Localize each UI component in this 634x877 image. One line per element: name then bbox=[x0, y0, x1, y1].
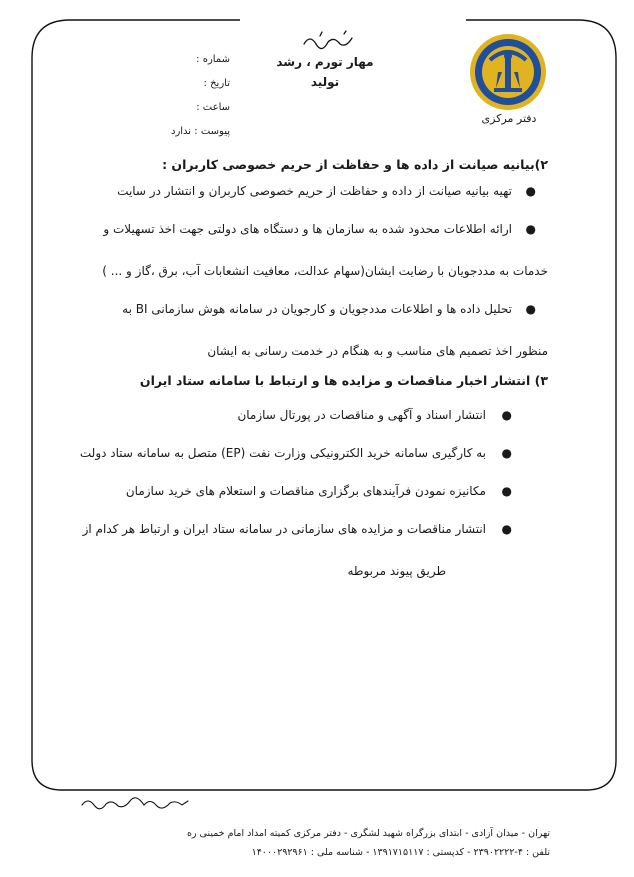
list-item bbox=[70, 404, 548, 426]
list-item bbox=[70, 180, 548, 202]
bullet-icon: ● bbox=[525, 222, 536, 236]
list-item bbox=[70, 298, 548, 362]
item-text: انتشار مناقصات و مزایده های سازمانی در سامانه ستاد ایران و ارتباط هر کدام از bbox=[82, 522, 486, 536]
item-continuation: منظور اخذ تصمیم های مناسب و به هنگام در خدمت رسانی به ایشان bbox=[207, 344, 548, 358]
bullet-icon: ● bbox=[525, 184, 536, 198]
item-text: مکانیزه نمودن فرآیندهای برگزاری مناقصات و استعلام های خرید سازمان bbox=[125, 484, 486, 498]
list-item bbox=[70, 518, 548, 582]
year-motto bbox=[270, 52, 380, 92]
bullet-icon: ● bbox=[501, 446, 512, 460]
bullet-icon: ● bbox=[525, 302, 536, 316]
footer-line-address: تهران - میدان آزادی - ابتدای بزرگراه شهید لشگری - دفتر مرکزی کمیته امداد امام خمینی ره bbox=[186, 828, 550, 839]
item-continuation: طریق پیوند مربوطه bbox=[347, 564, 446, 578]
section-title: ۲)بیانیه صیانت از داده ها و حفاظت از حریم خصوصی کاربران : bbox=[162, 157, 548, 172]
footer-address bbox=[100, 824, 550, 862]
bullet-icon: ● bbox=[501, 408, 512, 422]
footer-line-contact: تلفن : ۴-۲۳۹۰۲۲۲۲ - کدپستی : ۱۳۹۱۷۱۵۱۱۷ - شناسه ملی : ۱۴۰۰۰۲۹۲۹۶۱ bbox=[251, 847, 550, 858]
letter-metadata bbox=[150, 52, 230, 148]
bullet-icon: ● bbox=[501, 484, 512, 498]
list-item bbox=[70, 480, 548, 502]
time-label: ساعت : bbox=[196, 102, 230, 113]
list-item bbox=[70, 218, 548, 282]
item-text: به کارگیری سامانه خرید الکترونیکی وزارت نفت (EP) متصل به سامانه ستاد دولت bbox=[79, 446, 486, 460]
bullet-icon: ● bbox=[501, 522, 512, 536]
motto-line-1: مهار تورم ، رشد bbox=[276, 55, 374, 69]
organization-logo-icon bbox=[468, 32, 548, 112]
attachment-row bbox=[150, 124, 230, 148]
basmala-calligraphy-icon bbox=[300, 30, 360, 52]
number-label: شماره : bbox=[196, 54, 230, 65]
item-continuation: خدمات به مددجویان با رضایت ایشان(سهام عدالت، معافیت انشعابات آب، برق ،گاز و ... ) bbox=[102, 264, 548, 278]
office-caption: دفتر مرکزی bbox=[481, 112, 537, 125]
letter-body bbox=[70, 150, 548, 582]
date-label: تاریخ : bbox=[203, 78, 230, 89]
item-text: تهیه بیانیه صیانت از داده و حفاظت از حریم خصوصی کاربران و انتشار در سایت bbox=[117, 184, 512, 198]
motto-line-2: تولید bbox=[310, 75, 340, 89]
list-item bbox=[70, 442, 548, 464]
item-text: انتشار اسناد و آگهی و مناقصات در پورتال سازمان bbox=[237, 408, 486, 422]
attachment-label: پیوست : bbox=[194, 126, 230, 137]
item-text: تحلیل داده ها و اطلاعات مددجویان و کارجویان در سامانه هوش سازمانی BI به bbox=[122, 302, 512, 316]
item-text: ارائه اطلاعات محدود شده به سازمان ها و دستگاه های دولتی جهت اخذ تسهیلات و bbox=[103, 222, 512, 236]
attachment-value: ندارد bbox=[171, 126, 192, 137]
section-title: ۳) انتشار اخبار مناقصات و مزایده ها و ارتباط با سامانه ستاد ایران bbox=[139, 373, 548, 388]
handwritten-signature-icon bbox=[80, 795, 190, 811]
